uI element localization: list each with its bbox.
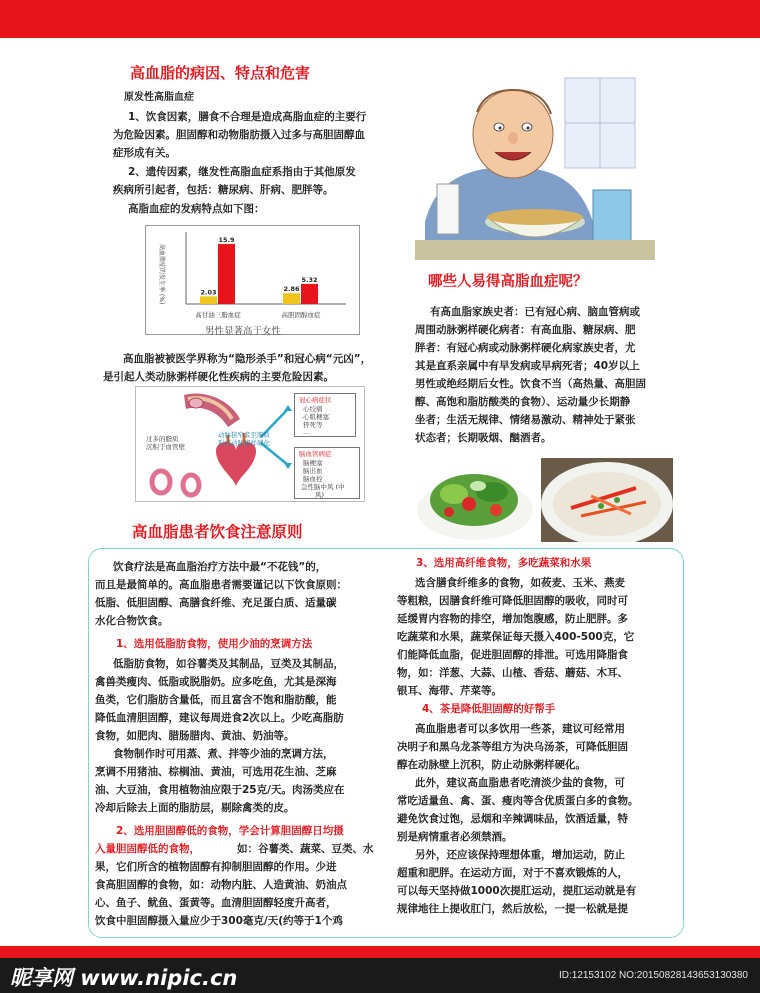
chart-bar: [218, 244, 235, 304]
chart-ylabel: 高血脂症的发生率 (%): [158, 244, 165, 305]
man-eating-cartoon: [415, 72, 655, 260]
chart-caption: 男性显著高于女性: [205, 326, 282, 337]
incidence-bar-chart: [145, 225, 360, 335]
subtitle-primary-hyperlipidemia: 原发性高脂血症: [124, 92, 194, 103]
top-red-bar: [0, 0, 760, 38]
chart-bar: [200, 296, 217, 304]
coronary-symptoms-box: 冠心病症状 心绞痛 心肌梗塞 猝死等 ...: [294, 393, 356, 437]
diagram-left-label: 过多的脂质 沉积于血管壁: [146, 435, 185, 451]
porridge-photo: [541, 458, 673, 542]
section-title-risk-groups: 哪些人易得高脂血症呢？: [428, 274, 588, 290]
vessel-cross-sections: [152, 471, 199, 495]
diagram-mid-label: 动脉狭窄者至脂质 形成动脉粥样硬化: [218, 431, 270, 447]
diet-rule-4-title: 4、茶是降低胆固醇的好帮手: [422, 703, 556, 715]
chart-category-label: 高甘油三脂血症: [195, 311, 241, 319]
artery-image: [184, 393, 240, 427]
salad-photo: [414, 458, 536, 542]
bottom-red-bar: [0, 946, 760, 958]
chart-data-label: 2.86: [283, 285, 300, 294]
chart-intro-text: 高脂血症的发病特点如下图：: [128, 203, 265, 215]
chart-bar: [283, 293, 300, 304]
hidden-killer-line-1: 高血脂被被医学界称为“隐形杀手”和冠心病“元凶”，: [123, 353, 372, 365]
chart-data-label: 15.9: [218, 235, 235, 244]
footer-bar: [0, 958, 760, 993]
atherosclerosis-diagram: [135, 386, 365, 502]
section-title-causes: 高血脂的病因、特点和危害: [130, 64, 311, 82]
chart-category-label: 高胆固醇血症: [281, 311, 321, 319]
chart-data-label: 2.03: [200, 288, 217, 297]
chart-data-label: 5.32: [301, 275, 318, 284]
cerebrovascular-symptoms-box: 脑血管病症 脑梗塞 脑出血 脑血栓 急性脑中风 (中 风): [294, 447, 360, 499]
section-title-diet: 高血脂患者饮食注意原则: [132, 523, 303, 541]
image-id-text: ID:12153102 NO:20150828143653130380: [558, 970, 748, 981]
site-logo: 昵享网 www.nipic.cn: [10, 966, 238, 990]
hidden-killer-line-2: 是引起人类动脉粥样硬化性疾病的主要危险因素。: [103, 371, 334, 383]
diet-rule-3-title: 3、选用高纤维食物，多吃蔬菜和水果: [416, 557, 592, 569]
diet-rule-1-title: 1、选用低脂肪食物，使用少油的烹调方法: [116, 638, 313, 650]
chart-bar: [301, 284, 318, 304]
